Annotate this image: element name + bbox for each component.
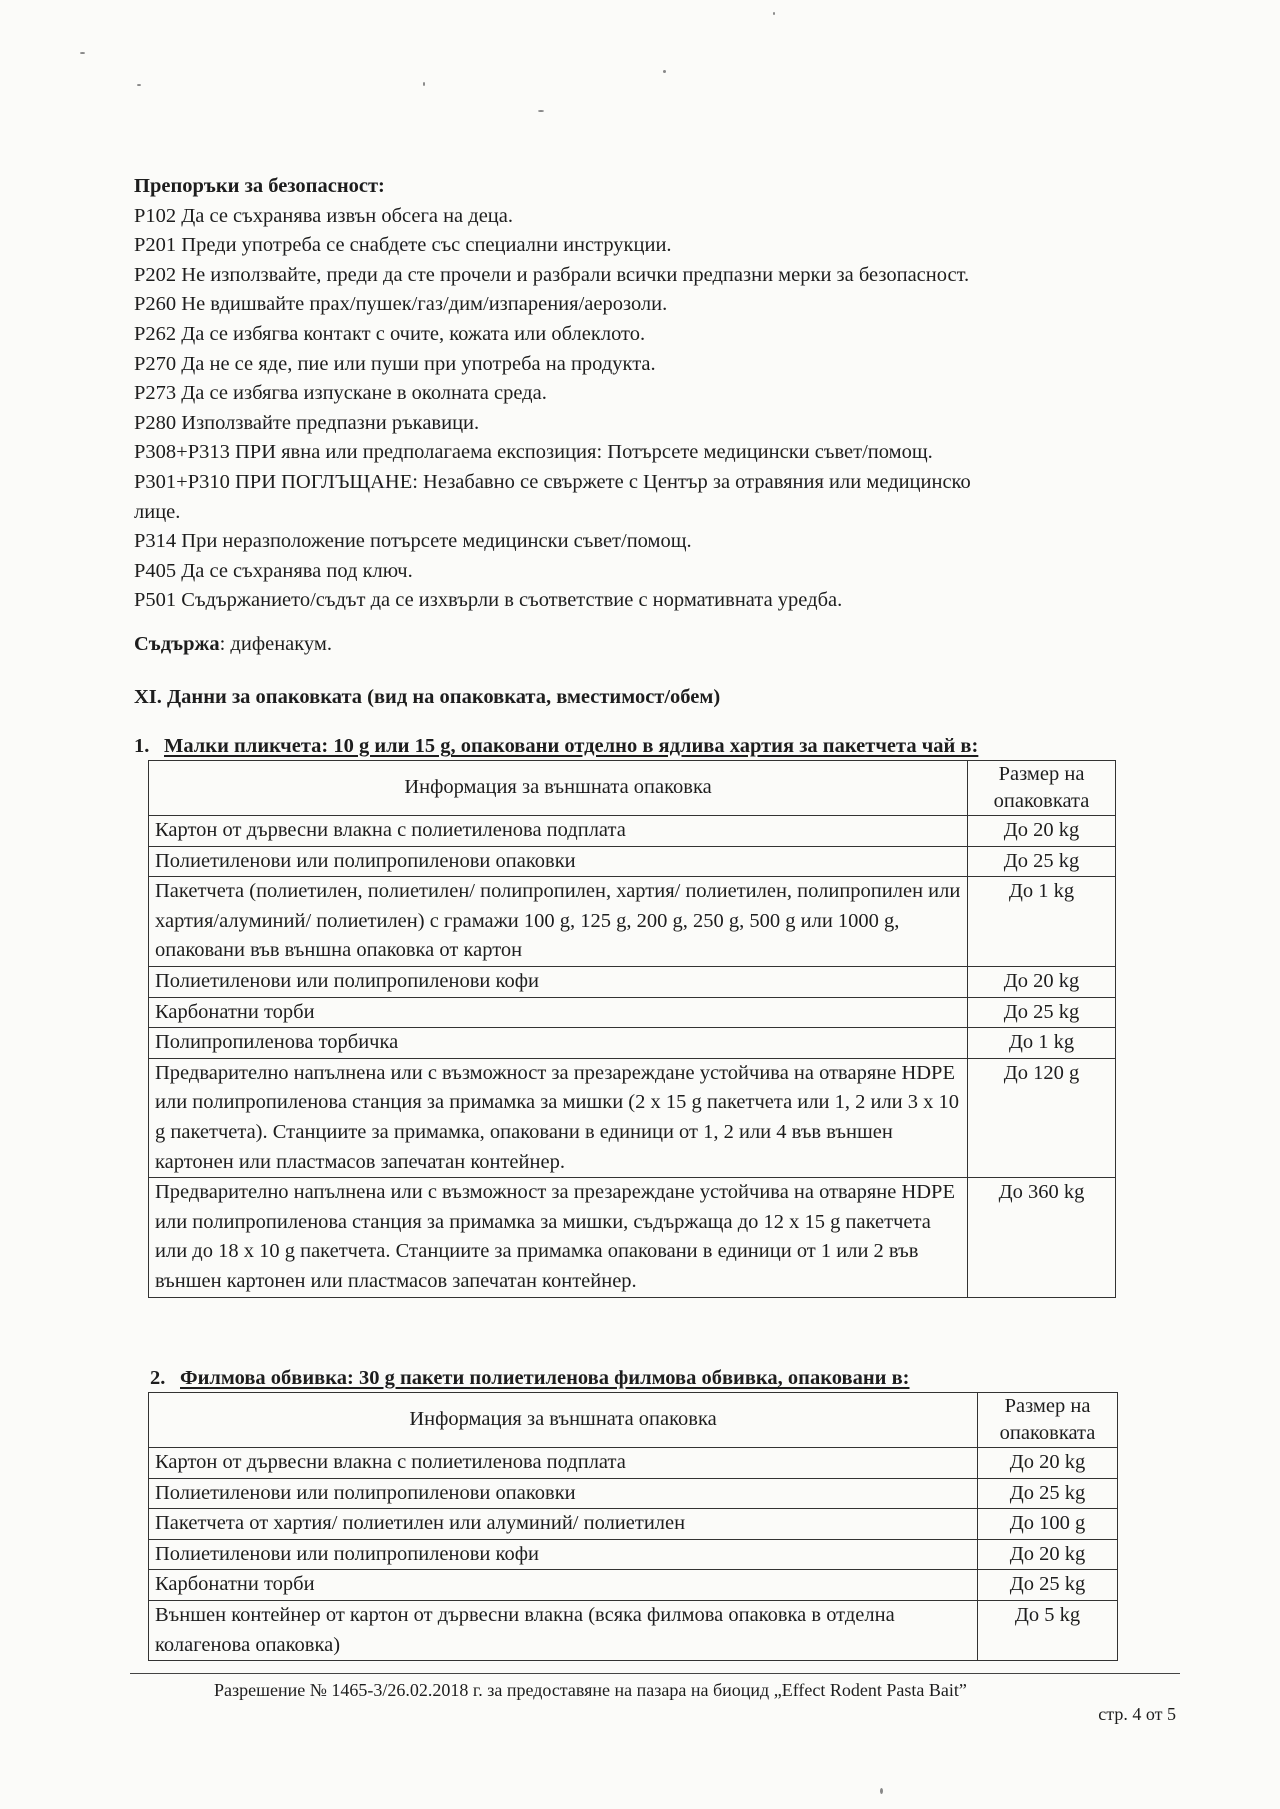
cell-size: До 100 g <box>978 1509 1118 1540</box>
cell-size: До 20 kg <box>978 1539 1118 1570</box>
safety-statement: P202 Не използвайте, преди да сте прочели и разбрали всички предпазни мерки за безопасност. <box>134 263 970 286</box>
table-row <box>149 816 1116 847</box>
cell-info: Пакетчета (полиетилен, полиетилен/ полипропилен, хартия/ полиетилен, полипропилен или хартия/алуминий/ полиетилен) с грамажи 100 g, 125 g, 200 g, 250 g, 500 g или 1000 g, опаковани във външна опаковка от картон <box>149 877 968 967</box>
table-row <box>149 966 1116 997</box>
table-row <box>149 1178 1116 1297</box>
cell-size: До 120 g <box>968 1058 1116 1177</box>
footer-authorization: Разрешение № 1465-3/26.02.2018 г. за предоставяне на пазара на биоцид „Effect Rodent Pasta Bait” <box>214 1680 967 1700</box>
table-row <box>149 1570 1118 1601</box>
cell-size: До 360 kg <box>968 1178 1116 1297</box>
table-row <box>149 846 1116 877</box>
cell-size: До 5 kg <box>978 1600 1118 1660</box>
safety-statement: P260 Не вдишвайте прах/пушек/газ/дим/изпарения/аерозоли. <box>134 293 668 316</box>
header-info: Информация за външната опаковка <box>149 761 968 816</box>
cell-size: До 25 kg <box>968 997 1116 1028</box>
cell-info: Картон от дървесни влакна с полиетиленова подплата <box>149 816 968 847</box>
packaging-2-title-text: Филмова обвивка: 30 g пакети полиетиленова филмова обвивка, опаковани в: <box>180 1367 910 1389</box>
scan-speck <box>773 12 775 15</box>
cell-size: До 25 kg <box>978 1570 1118 1601</box>
safety-statement: P308+P313 ПРИ явна или предполагаема експозиция: Потърсете медицински съвет/помощ. <box>134 441 933 464</box>
cell-info: Полиетиленови или полипропиленови опаковки <box>149 846 968 877</box>
cell-size: До 1 kg <box>968 1028 1116 1059</box>
scan-speck <box>80 52 85 54</box>
scan-speck <box>538 110 544 112</box>
safety-statement: P273 Да се избягва изпускане в околната среда. <box>134 382 547 405</box>
cell-size: До 20 kg <box>968 966 1116 997</box>
cell-size: До 1 kg <box>968 877 1116 967</box>
table-row <box>149 1478 1118 1509</box>
safety-heading: Препоръки за безопасност: <box>134 175 385 197</box>
safety-statement: P501 Съдържанието/съдът да се изхвърли в съответствие с нормативната уредба. <box>134 589 843 612</box>
safety-statement: P405 Да се съхранява под ключ. <box>134 559 413 582</box>
cell-size: До 20 kg <box>978 1448 1118 1479</box>
table-row <box>149 877 1116 967</box>
cell-size: До 20 kg <box>968 816 1116 847</box>
packaging-1-number: 1. <box>134 735 150 757</box>
scan-speck <box>663 70 666 73</box>
scan-speck <box>423 82 425 86</box>
cell-info: Полиетиленови или полипропиленови кофи <box>149 966 968 997</box>
cell-info: Предварително напълнена или с възможност за презареждане устойчива на отваряне HDPE или полипропиленова станция за примамка за мишки, съдържаща до 12 x 15 g пакетчета или до 18 x 10 g пакетчета. Станциите за примамка опаковани в единици от 1 или 2 във външен картонен или пластмасов запечатан контейнер. <box>149 1178 968 1297</box>
header-info: Информация за външната опаковка <box>149 1393 978 1448</box>
safety-statement: P262 Да се избягва контакт с очите, кожата или облеклото. <box>134 322 646 345</box>
table-row <box>149 1539 1118 1570</box>
packaging-2-title <box>150 1367 910 1390</box>
page-number: стр. 4 от 5 <box>1098 1704 1176 1724</box>
safety-section <box>134 172 1174 660</box>
packaging-2-table <box>148 1392 1118 1661</box>
table-row <box>149 1509 1118 1540</box>
contains-line <box>134 630 1174 660</box>
cell-info: Полиетиленови или полипропиленови кофи <box>149 1539 978 1570</box>
packaging-2-number: 2. <box>150 1367 166 1389</box>
scan-speck <box>137 84 141 86</box>
cell-info: Карбонатни торби <box>149 997 968 1028</box>
packaging-1-title-text: Малки пликчета: 10 g или 15 g, опаковани отделно в ядлива хартия за пакетчета чай в: <box>164 735 979 757</box>
section-title: XI. Данни за опаковката (вид на опаковката, вместимост/обем) <box>134 686 721 708</box>
safety-statement: P201 Преди употреба се снабдете със специални инструкции. <box>134 234 672 257</box>
packaging-1-title <box>134 735 978 758</box>
safety-statement: P301+P310 ПРИ ПОГЛЪЩАНЕ: Незабавно се свържете с Център за отравяния или медицинско <box>134 470 971 493</box>
header-size: Размер на опаковката <box>968 761 1116 816</box>
contains-label: Съдържа <box>134 632 220 655</box>
footer-divider <box>130 1673 1180 1674</box>
scan-speck <box>880 1788 883 1794</box>
table-row <box>149 1028 1116 1059</box>
safety-statement: P280 Използвайте предпазни ръкавици. <box>134 411 480 434</box>
cell-info: Карбонатни торби <box>149 1570 978 1601</box>
table-row <box>149 1058 1116 1177</box>
contains-value: : дифенакум. <box>219 632 333 655</box>
cell-info: Полиетиленови или полипропиленови опаковки <box>149 1478 978 1509</box>
table-header-row <box>149 1393 1118 1448</box>
safety-statement: P102 Да се съхранява извън обсега на деца. <box>134 204 513 227</box>
cell-size: До 25 kg <box>978 1478 1118 1509</box>
cell-info: Външен контейнер от картон от дървесни влакна (всяка филмова опаковка в отделна колагенова опаковка) <box>149 1600 978 1660</box>
safety-statement: лице. <box>134 500 181 523</box>
table-header-row <box>149 761 1116 816</box>
table-row <box>149 1600 1118 1660</box>
safety-statement: P314 При неразположение потърсете медицински съвет/помощ. <box>134 530 692 553</box>
safety-statement: P270 Да не се яде, пие или пуши при употреба на продукта. <box>134 352 656 375</box>
cell-info: Пакетчета от хартия/ полиетилен или алуминий/ полиетилен <box>149 1509 978 1540</box>
cell-info: Полипропиленова торбичка <box>149 1028 968 1059</box>
packaging-1-table <box>148 760 1116 1298</box>
table-row <box>149 997 1116 1028</box>
header-size: Размер на опаковката <box>978 1393 1118 1448</box>
cell-size: До 25 kg <box>968 846 1116 877</box>
cell-info: Картон от дървесни влакна с полиетиленова подплата <box>149 1448 978 1479</box>
cell-info: Предварително напълнена или с възможност за презареждане устойчива на отваряне HDPE или полипропиленова станция за примамка за мишки (2 x 15 g пакетчета или 1, 2 или 3 x 10 g пакетчета). Станциите за примамка, опаковани в единици от 1, 2 или 4 във външен картонен или пластмасов запечатан контейнер. <box>149 1058 968 1177</box>
table-row <box>149 1448 1118 1479</box>
